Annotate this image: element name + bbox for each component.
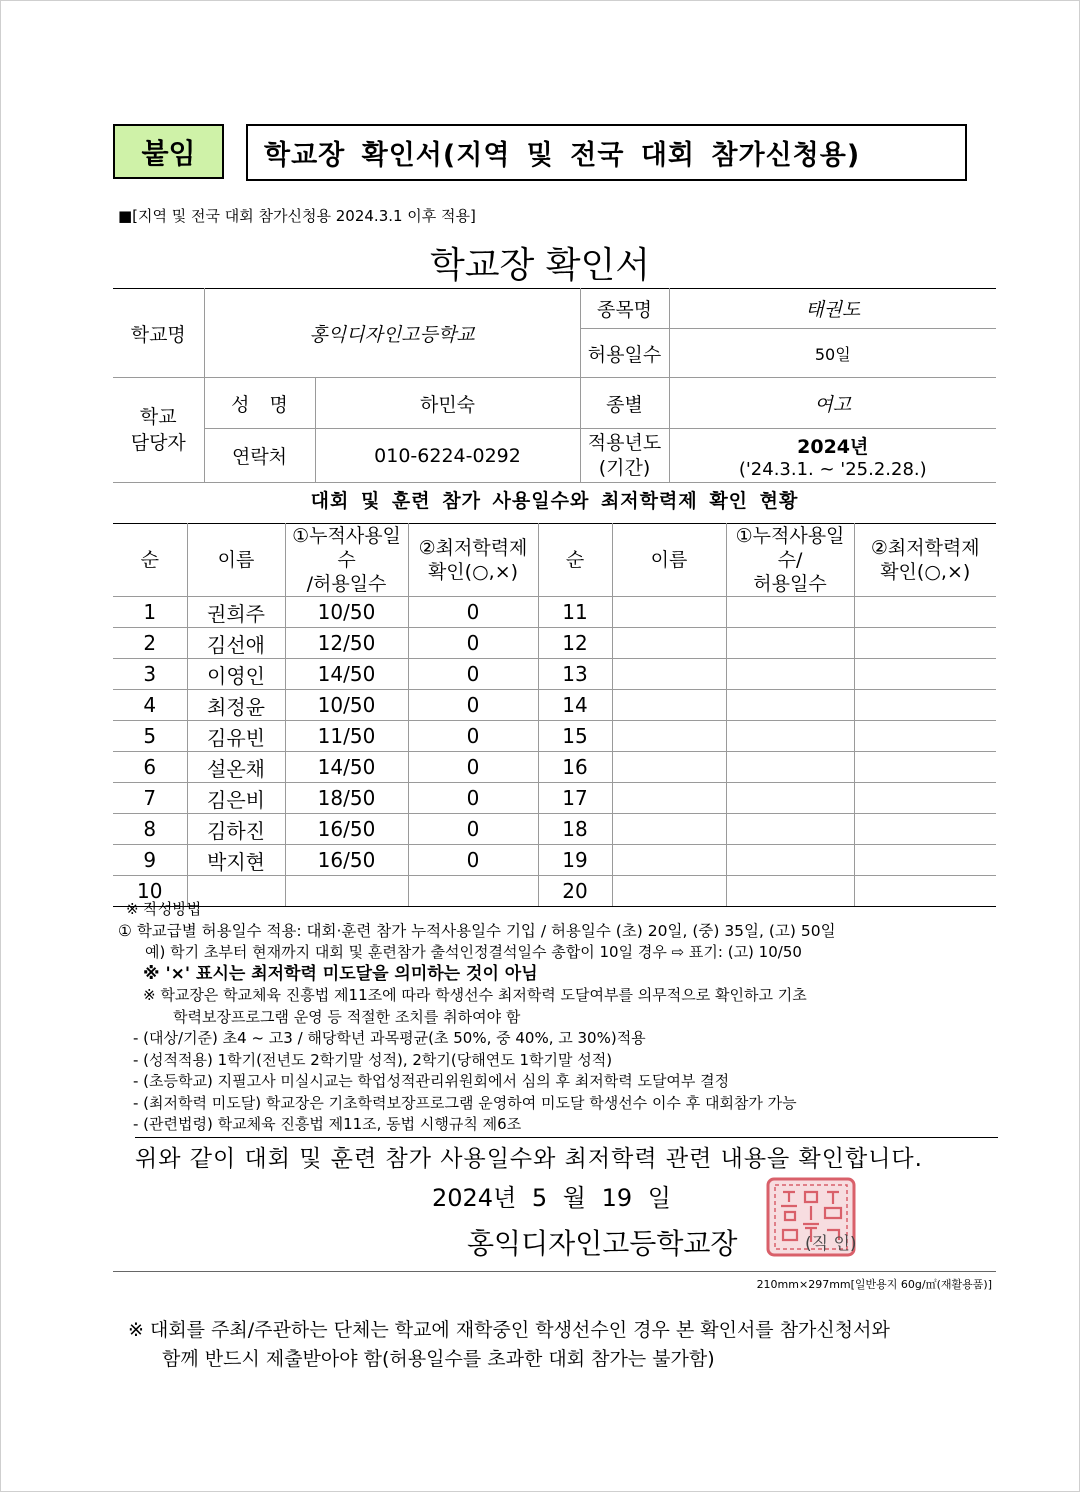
- header-check-2: ②최저학력제 확인(○,×): [854, 524, 996, 597]
- row-no: 10: [113, 876, 187, 907]
- student-name-2: [612, 628, 726, 659]
- student-name: 김유빈: [187, 721, 285, 752]
- student-name-2: [612, 597, 726, 628]
- notes-line-9: - (최저학력 미도달) 학교장은 기초학력보장프로그램 운영하여 미도달 학생선수 이수 후 대회참가 가능: [133, 1093, 797, 1112]
- row-no-2: 13: [538, 659, 612, 690]
- issue-date: 2024년 5 월 19 일: [432, 1184, 671, 1212]
- min-academic-check: 0: [408, 752, 538, 783]
- used-days-2: [726, 721, 854, 752]
- min-academic-check: 0: [408, 814, 538, 845]
- manager-name-value: 하민숙: [315, 378, 580, 429]
- notes-line-8: - (초등학교) 지필고사 미실시교는 학업성적관리위원회에서 심의 후 최저학력 도달여부 결정: [133, 1072, 730, 1090]
- used-days-2: [726, 659, 854, 690]
- row-no: 1: [113, 597, 187, 628]
- student-name-2: [612, 659, 726, 690]
- min-academic-check-2: [854, 814, 996, 845]
- paper-spec: 210mm×297mm[일반용지 60g/㎡(재활용품)]: [756, 1278, 992, 1291]
- row-no: 3: [113, 659, 187, 690]
- table-row: [113, 721, 996, 752]
- principal-name: 홍익디자인고등학교장: [467, 1227, 738, 1260]
- min-academic-check-2: [854, 845, 996, 876]
- division-label: 종별: [580, 378, 669, 429]
- table-row: [113, 597, 996, 628]
- table-row: [113, 783, 996, 814]
- contact-label: 연락처: [204, 429, 315, 483]
- header-no: 순: [113, 524, 187, 597]
- header-days: ①누적사용일수 /허용일수: [285, 524, 408, 597]
- used-days-2: [726, 690, 854, 721]
- notes-line-10: - (관련법령) 학교체육 진흥법 제11조, 동법 시행규칙 제6조: [133, 1115, 522, 1133]
- min-academic-check-2: [854, 659, 996, 690]
- used-days-2: [726, 783, 854, 814]
- student-name-2: [612, 845, 726, 876]
- student-name: 설온채: [187, 752, 285, 783]
- used-days: 10/50: [285, 690, 408, 721]
- table-row: [113, 845, 996, 876]
- main-title: 학교장 확인서: [429, 245, 651, 286]
- min-academic-check: 0: [408, 783, 538, 814]
- notes-heading: ※ 작성방법: [126, 900, 202, 918]
- used-days: 16/50: [285, 845, 408, 876]
- document-title: 학교장 확인서(지역 및 전국 대회 참가신청용): [246, 124, 967, 181]
- student-name: 김은비: [187, 783, 285, 814]
- header-check: ②최저학력제 확인(○,×): [408, 524, 538, 597]
- notes-line-1: ① 학교급별 허용일수 적용: 대회·훈련 참가 누적사용일수 기입 / 허용일수 (초) 20일, (중) 35일, (고) 50일: [118, 921, 836, 940]
- min-academic-check: 0: [408, 721, 538, 752]
- bottom-note-line-2: 함께 반드시 제출받아야 함(허용일수를 초과한 대회 참가는 불가함): [162, 1348, 715, 1370]
- student-name-2: [612, 721, 726, 752]
- students-table: [113, 523, 996, 907]
- used-days-2: [726, 814, 854, 845]
- notes-line-6: - (대상/기준) 초4 ~ 고3 / 해당학년 과목평균(초 50%, 중 40%, 고 30%)적용: [133, 1029, 646, 1047]
- year-cell: [669, 429, 996, 483]
- row-no-2: 19: [538, 845, 612, 876]
- row-no-2: 18: [538, 814, 612, 845]
- used-days: 16/50: [285, 814, 408, 845]
- table-row: [113, 752, 996, 783]
- used-days: 11/50: [285, 721, 408, 752]
- student-name: 권희주: [187, 597, 285, 628]
- row-no-2: 12: [538, 628, 612, 659]
- allowed-days-value: 50일: [669, 329, 996, 378]
- student-name: 김선애: [187, 628, 285, 659]
- sport-label: 종목명: [580, 289, 669, 329]
- header-name-2: 이름: [612, 524, 726, 597]
- notes-line-4: ※ 학교장은 학교체육 진흥법 제11조에 따라 학생선수 최저학력 도달여부를 의무적으로 확인하고 기초: [143, 986, 807, 1004]
- student-rows: [113, 597, 996, 907]
- section-title: 대회 및 훈련 참가 사용일수와 최저학력제 확인 현황: [310, 490, 799, 512]
- row-no: 2: [113, 628, 187, 659]
- confirmation-statement: 위와 같이 대회 및 훈련 참가 사용일수와 최저학력 관련 내용을 확인합니다.: [135, 1137, 998, 1173]
- student-name: 박지현: [187, 845, 285, 876]
- row-no-2: 15: [538, 721, 612, 752]
- student-name-2: [612, 783, 726, 814]
- applicable-notice: ■[지역 및 전국 대회 참가신청용 2024.3.1 이후 적용]: [118, 207, 476, 225]
- used-days-2: [726, 628, 854, 659]
- attach-label: 붙임: [113, 124, 224, 179]
- header-days-2: ①누적사용일수/ 허용일수: [726, 524, 854, 597]
- row-no: 4: [113, 690, 187, 721]
- header-no-2: 순: [538, 524, 612, 597]
- row-no: 6: [113, 752, 187, 783]
- sport-value: 태권도: [669, 289, 996, 329]
- bottom-note: [128, 1316, 890, 1374]
- row-no-2: 20: [538, 876, 612, 907]
- row-no: 8: [113, 814, 187, 845]
- min-academic-check-2: [854, 628, 996, 659]
- student-name-2: [612, 690, 726, 721]
- student-name: 이영인: [187, 659, 285, 690]
- school-info-table: [113, 288, 996, 483]
- min-academic-check-2: [854, 783, 996, 814]
- table-row: [113, 628, 996, 659]
- row-no-2: 16: [538, 752, 612, 783]
- footer-divider: [113, 1271, 996, 1272]
- row-no-2: 14: [538, 690, 612, 721]
- min-academic-check: 0: [408, 628, 538, 659]
- school-name-label: 학교명: [113, 289, 204, 378]
- used-days: 12/50: [285, 628, 408, 659]
- row-no-2: 11: [538, 597, 612, 628]
- student-name-2: [612, 814, 726, 845]
- min-academic-check-2: [854, 752, 996, 783]
- min-academic-check: 0: [408, 690, 538, 721]
- manager-name-label: 성 명: [204, 378, 315, 429]
- period-value: ('24.3.1. ~ '25.2.28.): [738, 458, 927, 480]
- notes-line-3: ※ '×' 표시는 최저학력 미도달을 의미하는 것이 아님: [143, 963, 538, 984]
- notes-line-2: 예) 학기 초부터 현재까지 대회 및 훈련참가 출석인정결석일수 총합이 10일 경우 ⇨ 표기: (고) 10/50: [145, 943, 802, 961]
- notes-line-7: - (성적적용) 1학기(전년도 2학기말 성적), 2학기(당해연도 1학기말 성적): [133, 1050, 613, 1069]
- row-no: 5: [113, 721, 187, 752]
- table-row: [113, 659, 996, 690]
- notes-line-5: 학력보장프로그램 운영 등 적절한 조치를 취하여야 함: [173, 1007, 521, 1026]
- min-academic-check-2: [854, 721, 996, 752]
- division-value: 여고: [669, 378, 996, 429]
- min-academic-check: 0: [408, 845, 538, 876]
- used-days: 14/50: [285, 752, 408, 783]
- bottom-note-line-1: ※ 대회를 주최/주관하는 단체는 학교에 재학중인 학생선수인 경우 본 확인서를 참가신청서와: [128, 1319, 890, 1341]
- min-academic-check: 0: [408, 597, 538, 628]
- min-academic-check-2: [854, 597, 996, 628]
- manager-label: 학교 담당자: [113, 378, 204, 483]
- min-academic-check-2: [854, 690, 996, 721]
- student-name-2: [612, 752, 726, 783]
- min-academic-check: 0: [408, 659, 538, 690]
- used-days-2: [726, 597, 854, 628]
- header-name: 이름: [187, 524, 285, 597]
- table-row: [113, 690, 996, 721]
- table-row: [113, 814, 996, 845]
- writing-instructions: [118, 899, 998, 1136]
- year-label: 적용년도 (기간): [580, 429, 669, 483]
- contact-value: 010-6224-0292: [315, 429, 580, 483]
- school-name-value: 홍익디자인고등학교: [204, 289, 580, 378]
- allowed-days-label: 허용일수: [580, 329, 669, 378]
- year-value: 2024년: [797, 435, 869, 458]
- used-days: 18/50: [285, 783, 408, 814]
- used-days: 10/50: [285, 597, 408, 628]
- seal-label: (직 인): [805, 1234, 857, 1254]
- used-days-2: [726, 752, 854, 783]
- row-no: 7: [113, 783, 187, 814]
- row-no-2: 17: [538, 783, 612, 814]
- used-days: 14/50: [285, 659, 408, 690]
- student-name: 최정윤: [187, 690, 285, 721]
- row-no: 9: [113, 845, 187, 876]
- used-days-2: [726, 845, 854, 876]
- student-name: 김하진: [187, 814, 285, 845]
